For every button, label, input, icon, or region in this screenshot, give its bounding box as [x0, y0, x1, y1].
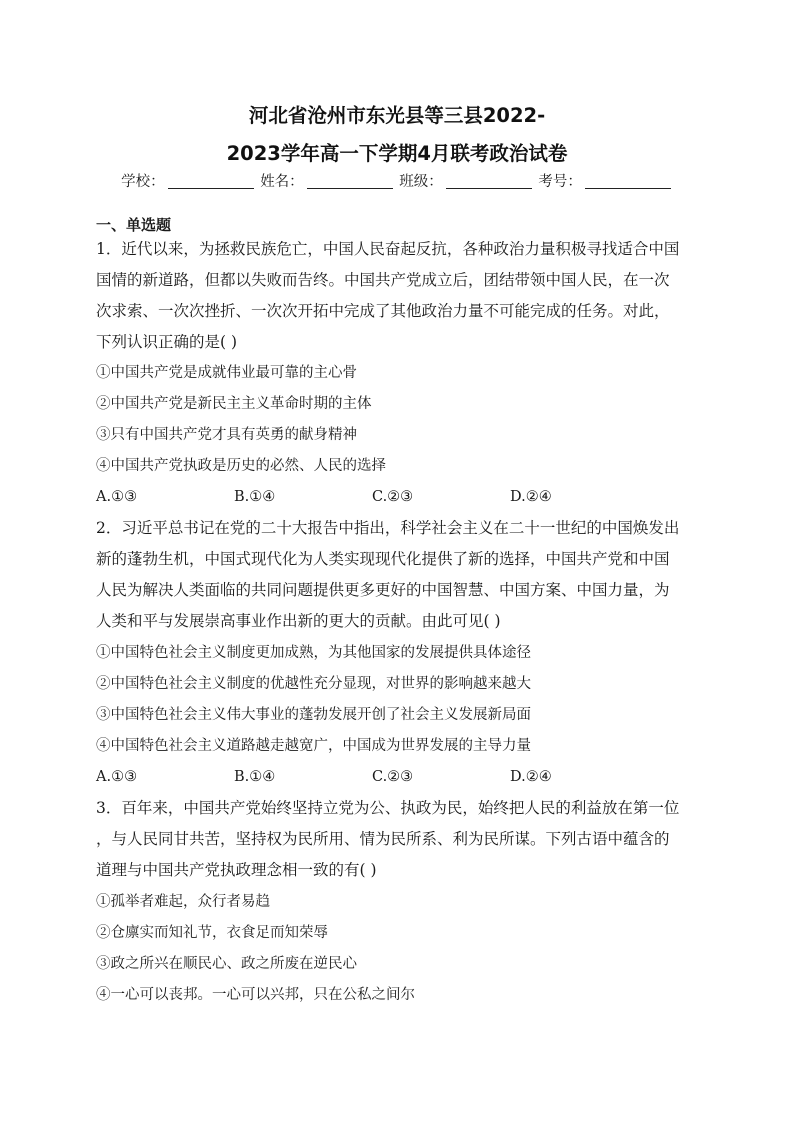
q3-option: ①孤举者难起，众行者易趋: [96, 894, 270, 910]
q1-choice-b[interactable]: B.①④: [234, 489, 276, 505]
q1-option: ②中国共产党是新民主主义革命时期的主体: [96, 396, 372, 412]
q3-option: ④一心可以丧邦。一心可以兴邦，只在公私之间尔: [96, 987, 415, 1003]
q1-option: ①中国共产党是成就伟业最可靠的主心骨: [96, 365, 357, 381]
q2-option: ①中国特色社会主义制度更加成熟，为其他国家的发展提供具体途径: [96, 645, 531, 661]
q1-stem-line: 1．近代以来，为拯救民族危亡，中国人民奋起反抗，各种政治力量积极寻找适合中国: [96, 240, 680, 258]
exam-title-line1: 河北省沧州市东光县等三县2022-: [248, 104, 546, 127]
student-info-row: [0, 170, 794, 191]
q3-option: ③政之所兴在顺民心、政之所废在逆民心: [96, 956, 357, 972]
q2-stem-line: 人类和平与发展崇高事业作出新的更大的贡献。由此可见( ): [96, 612, 501, 630]
school-blank[interactable]: [168, 173, 254, 189]
q2-stem-line: 新的蓬勃生机，中国式现代化为人类实现现代化提供了新的选择，中国共产党和中国: [96, 550, 670, 568]
name-label: 姓名：: [260, 174, 304, 190]
q2-stem-line: 2．习近平总书记在党的二十大报告中指出，科学社会主义在二十一世纪的中国焕发出: [96, 519, 680, 537]
name-blank[interactable]: [307, 173, 393, 189]
q1-stem-line: 下列认识正确的是( ): [96, 333, 238, 351]
exam-title-line2: 2023学年高一下学期4月联考政治试卷: [226, 142, 568, 165]
q2-option: ②中国特色社会主义制度的优越性充分显现，对世界的影响越来越大: [96, 676, 531, 692]
q2-choice-b[interactable]: B.①④: [234, 769, 276, 785]
q1-stem-line: 国情的新道路，但都以失败而告终。中国共产党成立后，团结带领中国人民，在一次: [96, 271, 670, 289]
q2-choice-d[interactable]: D.②④: [510, 769, 552, 785]
exam-no-label: 考号：: [538, 174, 582, 190]
q1-choice-d[interactable]: D.②④: [510, 489, 552, 505]
q2-stem-line: 人民为解决人类面临的共同问题提供更多更好的中国智慧、中国方案、中国力量，为: [96, 581, 670, 599]
q1-option: ③只有中国共产党才具有英勇的献身精神: [96, 427, 357, 443]
school-label: 学校：: [121, 174, 165, 190]
q2-choice-a[interactable]: A.①③: [96, 769, 138, 785]
q2-option: ③中国特色社会主义伟大事业的蓬勃发展开创了社会主义发展新局面: [96, 707, 531, 723]
q1-option: ④中国共产党执政是历史的必然、人民的选择: [96, 458, 386, 474]
q1-choice-c[interactable]: C.②③: [372, 489, 414, 505]
q3-stem-line: 3．百年来，中国共产党始终坚持立党为公、执政为民，始终把人民的利益放在第一位: [96, 799, 680, 817]
class-blank[interactable]: [446, 173, 532, 189]
q3-stem-line: 道理与中国共产党执政理念相一致的有( ): [96, 861, 377, 879]
q3-option: ②仓廪实而知礼节，衣食足而知荣辱: [96, 925, 328, 941]
q2-choice-c[interactable]: C.②③: [372, 769, 414, 785]
q1-stem-line: 次求索、一次次挫折、一次次开拓中完成了其他政治力量不可能完成的任务。对此，: [96, 302, 670, 320]
q2-option: ④中国特色社会主义道路越走越宽广，中国成为世界发展的主导力量: [96, 738, 531, 754]
q1-choice-a[interactable]: A.①③: [96, 489, 138, 505]
q3-stem-line: ，与人民同甘共苦，坚持权为民所用、情为民所系、利为民所谋。下列古语中蕴含的: [96, 830, 670, 848]
exam-no-blank[interactable]: [585, 173, 671, 189]
class-label: 班级：: [399, 174, 443, 190]
section-title: 一、单选题: [96, 216, 172, 234]
